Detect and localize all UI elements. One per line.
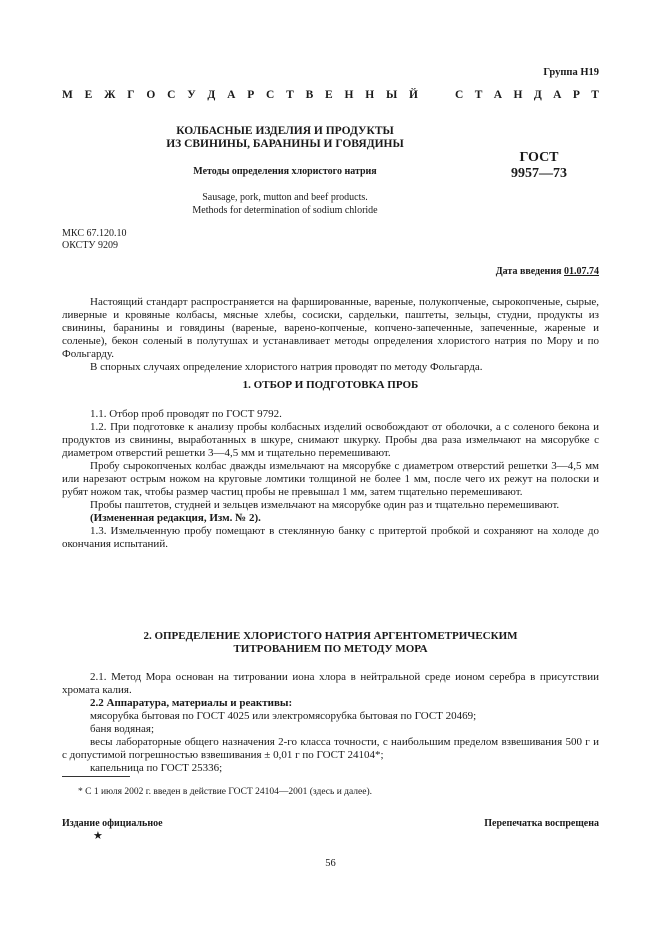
section-2-heading-line-2: ТИТРОВАНИЕМ ПО МЕТОДУ МОРА <box>233 643 428 655</box>
official-edition-label: Издание официальное <box>62 818 163 829</box>
footnote: * С 1 июля 2002 г. введен в действие ГОСТ 24104—2001 (здесь и далее). <box>78 787 373 797</box>
okstu-code: ОКСТУ 9209 <box>62 239 119 251</box>
section-1-heading: 1. ОТБОР И ПОДГОТОВКА ПРОБ <box>242 379 419 391</box>
amendment-note-text: (Измененная редакция, Изм. № 2). <box>90 512 261 524</box>
date-label: Дата введения <box>495 266 564 277</box>
banner-letter: Ж <box>104 89 116 101</box>
banner-letter: Й <box>409 89 418 101</box>
reprint-prohibited-label: Перепечатка воспрещена <box>484 818 599 829</box>
banner-word-interstate <box>62 89 418 101</box>
gost-code: 9957—73 <box>511 166 567 181</box>
banner-letter: Н <box>344 89 354 101</box>
banner-letter: Г <box>127 89 135 101</box>
clause-2-2-heading <box>62 697 599 710</box>
document-title <box>120 125 450 151</box>
section-2-heading <box>62 630 599 656</box>
banner-letter: О <box>146 89 156 101</box>
clause-1-2-smoked: Пробу сырокопченых колбас дважды измельчают на мясорубке с диаметром отверстий решетки 3—4,5 мм или нарезают острым ножом на круговые ломтики толщиной не более 1 мм, после чего их режут на полоски и рубят ножом так, чтобы размер частиц пробы не превышал 1 мм, затем тщательно перемешивают. <box>62 460 599 498</box>
star-mark: ★ <box>93 830 103 842</box>
banner-letter: В <box>305 89 314 101</box>
banner-letter: А <box>553 89 562 101</box>
footnote-divider <box>62 776 130 777</box>
amendment-note <box>62 512 599 525</box>
equipment-water-bath: баня водяная; <box>90 723 155 735</box>
equipment-meat-grinder: мясорубка бытовая по ГОСТ 4025 или электромясорубка бытовая по ГОСТ 20469; <box>90 710 477 722</box>
banner-letter: Д <box>533 89 542 101</box>
english-title-line-1: Sausage, pork, mutton and beef products. <box>202 192 368 203</box>
banner-letter: С <box>455 89 464 101</box>
banner-letter: Р <box>247 89 255 101</box>
banner-letter: Д <box>207 89 216 101</box>
banner-letter: Е <box>325 89 333 101</box>
date-value: 01.07.74 <box>564 266 599 277</box>
banner-letter: Е <box>84 89 93 101</box>
intro-text <box>62 296 599 374</box>
title-line-1: КОЛБАСНЫЕ ИЗДЕЛИЯ И ПРОДУКТЫ <box>176 125 394 137</box>
clause-1-1: 1.1. Отбор проб проводят по ГОСТ 9792. <box>90 408 282 420</box>
intro-paragraph-2: В спорных случаях определение хлористого натрия проводят по методу Фольгарда. <box>90 361 483 373</box>
clause-1-2: 1.2. При подготовке к анализу пробы колбасных изделий освобождают от оболочки, а с соленого бекона и продуктов из свинины, выработанных в шкуре, снимают шкурку. Пробы два раза измельчают на мясорубке с диаметром отверстий решетки 3—4,5 мм и тщательно перемешивают. <box>62 421 599 459</box>
banner-letter: Т <box>286 89 294 101</box>
equipment-dropper: капельница по ГОСТ 25336; <box>90 762 223 774</box>
gost-number <box>497 150 581 182</box>
equipment-scales: весы лабораторные общего назначения 2-го класса точности, с наибольшим пределом взвешивания 500 г и с допустимой погрешностью взвешивания ± 0,01 г по ГОСТ 24104*; <box>62 736 599 761</box>
page-number: 56 <box>325 858 336 869</box>
banner-letter: С <box>266 89 275 101</box>
banner-letter: Т <box>474 89 483 101</box>
banner-letter: А <box>227 89 236 101</box>
banner-letter: У <box>187 89 196 101</box>
document-subtitle: Методы определения хлористого натрия <box>193 166 377 177</box>
classification-codes <box>62 228 126 251</box>
clause-2-1: 2.1. Метод Мора основан на титровании иона хлора в нейтральной среде ионом серебра в присутствии хромата калия. <box>62 671 599 696</box>
clause-2-2-heading-text: 2.2 Аппаратура, материалы и реактивы: <box>90 697 293 709</box>
banner-letter: Н <box>365 89 375 101</box>
clause-1-3: 1.3. Измельченную пробу помещают в стеклянную банку с притертой пробкой и сохраняют на холоде до окончания испытаний. <box>62 525 599 550</box>
section-1-text <box>62 408 599 551</box>
gost-label: ГОСТ <box>519 150 559 165</box>
group-code: Группа Н19 <box>543 67 599 78</box>
banner-letter: Р <box>572 89 580 101</box>
banner-letter: Т <box>591 89 599 101</box>
banner-letter: А <box>493 89 503 101</box>
title-line-2: ИЗ СВИНИНЫ, БАРАНИНЫ И ГОВЯДИНЫ <box>166 138 404 150</box>
english-title-line-2: Methods for determination of sodium chloride <box>192 204 378 216</box>
intro-paragraph-1: Настоящий стандарт распространяется на фаршированные, вареные, полукопченые, сырокопченые, сырые, ливерные и кровяные колбасы, мясные хлебы, сосиски, сардельки, паштеты, зельцы, студни, продукты из свинины, баранины и говядины (вареные, варено-копченые, копчено-запеченные, запеченные, жареные и соленые), бекон соленый в полутушах и устанавливает методы определения хлористого натрия по Мору и по Фольгарду. <box>62 296 599 360</box>
section-2-text <box>62 671 599 775</box>
english-title <box>120 192 450 217</box>
section-2-heading-line-1: 2. ОПРЕДЕЛЕНИЕ ХЛОРИСТОГО НАТРИЯ АРГЕНТОМЕТРИЧЕСКИМ <box>143 630 518 642</box>
banner-letter: Н <box>513 89 523 101</box>
banner-letter: С <box>167 89 176 101</box>
banner-word-standard <box>455 89 599 101</box>
clause-1-2-pates: Пробы паштетов, студней и зельцев измельчают на мясорубке один раз и тщательно перемешивают. <box>90 499 560 511</box>
banner-letter: М <box>62 89 73 101</box>
standard-banner <box>62 89 599 101</box>
banner-letter: Ы <box>385 89 398 101</box>
introduction-date <box>496 266 599 277</box>
mks-code: МКС 67.120.10 <box>62 228 127 239</box>
